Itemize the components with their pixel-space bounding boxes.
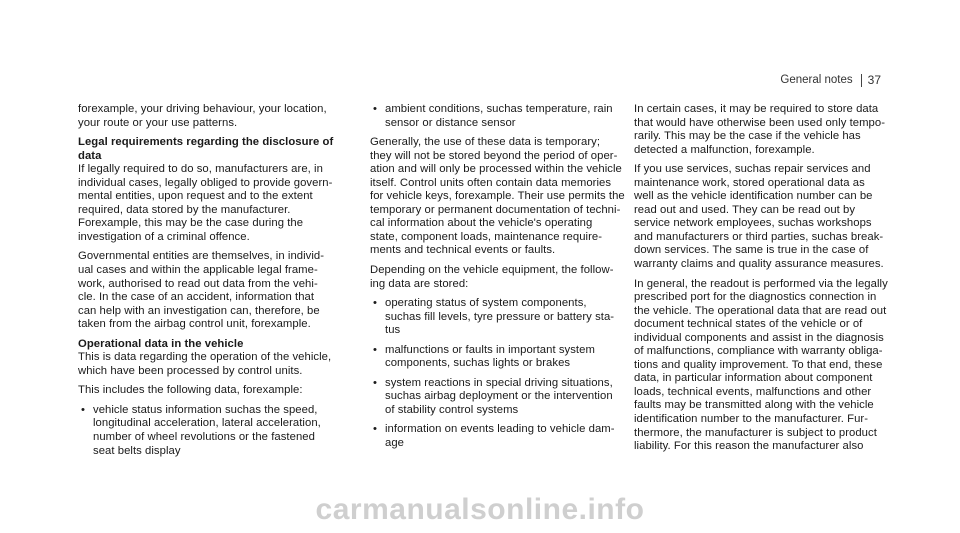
list-item: [78, 404, 350, 458]
text-line: identification number to the manufacturer. Fur-: [634, 413, 869, 426]
paragraph: [370, 264, 630, 291]
text-line: taken from the airbag control unit, forexample.: [78, 318, 311, 331]
text-line: read out and used. They can be read out by: [634, 203, 856, 216]
text-line: suchas airbag deployment or the intervention: [385, 390, 613, 403]
text-line: • information on events leading to vehicle dam-: [385, 423, 615, 436]
text-line: individual cases, legally obliged to provide govern-: [78, 176, 333, 189]
text-line: number of wheel revolutions or the fastened: [93, 431, 315, 444]
text-line: cal information about the vehicle's operating: [370, 217, 593, 230]
text-line: • operating status of system components,: [385, 297, 587, 310]
text-line: your route or your use patterns.: [78, 116, 238, 129]
paragraph: [78, 351, 350, 378]
text-line: This is data regarding the operation of the vehicle,: [78, 351, 332, 364]
paragraph: [78, 384, 350, 398]
text-line: age: [385, 437, 404, 450]
text-line: well as the vehicle identification number can be: [634, 190, 873, 203]
text-line: down services. The same is true in the case of: [634, 244, 869, 257]
paragraph: [78, 163, 350, 244]
section-heading-operational-data: [78, 338, 350, 352]
paragraph: [634, 278, 894, 454]
text-line: document technical states of the vehicle or of: [634, 318, 863, 331]
text-line: longitudinal acceleration, lateral acceleration,: [93, 417, 321, 430]
text-line: Governmental entities are themselves, in individ-: [78, 250, 325, 263]
text-line: investigation of a criminal offence.: [78, 230, 250, 243]
text-line: Legal requirements regarding the disclosure of: [78, 136, 334, 149]
text-line: faults may be transmitted along with the vehicle: [634, 399, 874, 412]
text-line: • system reactions in special driving situations,: [385, 376, 613, 389]
bullet-list: [370, 103, 630, 130]
text-line: loads, technical events, malfunctions and other: [634, 385, 872, 398]
list-item: [370, 377, 630, 418]
text-line: ing data are stored:: [370, 277, 469, 290]
text-line: In certain cases, it may be required to store data: [634, 103, 879, 115]
header-divider: [861, 74, 862, 87]
text-line: • ambient conditions, suchas temperature, rain: [385, 103, 613, 115]
paragraph: [78, 103, 350, 130]
watermark: carmanualsonline.info: [315, 493, 645, 526]
text-line: warranty claims and quality assurance measures.: [634, 258, 884, 271]
text-line: of stability control systems: [385, 403, 519, 416]
text-line: which have been processed by control units.: [78, 364, 303, 377]
text-line: ation and will only be processed within the vehicle: [370, 163, 622, 176]
text-line: rarily. This may be the case if the vehicle has: [634, 130, 861, 143]
list-item: [370, 344, 630, 371]
paragraph: [634, 103, 894, 157]
text-line: mental entities, upon request and to the extent: [78, 190, 313, 203]
list-item: [370, 297, 630, 338]
text-line: • malfunctions or faults in important system: [385, 343, 595, 356]
text-line: forexample, your driving behaviour, your location,: [78, 103, 327, 115]
section-title: General notes: [780, 74, 853, 86]
text-line: detected a malfunction, forexample.: [634, 143, 815, 156]
text-line: liability. For this reason the manufacturer also: [634, 440, 864, 453]
text-line: Generally, the use of these data is temporary;: [370, 136, 601, 149]
text-line: that would have otherwise been used only tempo-: [634, 116, 886, 129]
paragraph: [78, 250, 350, 331]
page-number: 37: [867, 73, 881, 87]
bullet-list: [370, 297, 630, 450]
text-line: data, in particular information about component: [634, 372, 873, 385]
list-item: [370, 103, 630, 130]
text-line: • vehicle status information suchas the speed,: [93, 403, 318, 416]
text-line: Operational data in the vehicle: [78, 337, 244, 350]
text-line: In general, the readout is performed via the legally: [634, 277, 888, 290]
text-line: tus: [385, 324, 401, 337]
text-line: of malfunctions, compliance with warranty obliga-: [634, 345, 883, 358]
text-line: components, suchas lights or brakes: [385, 357, 571, 370]
text-column-1: [78, 103, 350, 464]
text-line: the vehicle. The operational data that are read out: [634, 304, 887, 317]
text-line: ual cases and within the applicable legal frame-: [78, 264, 318, 277]
text-line: temporary or permanent documentation of techni-: [370, 203, 621, 216]
text-line: required, data stored by the manufacturer.: [78, 203, 291, 216]
text-line: state, component loads, maintenance require-: [370, 230, 603, 243]
text-column-3: [634, 103, 894, 460]
text-line: prescribed port for the diagnostics connection in: [634, 291, 877, 304]
text-line: If you use services, suchas repair services and: [634, 163, 871, 176]
text-line: Forexample, this may be the case during the: [78, 217, 304, 230]
text-line: work, authorised to read out data from the vehi-: [78, 277, 318, 290]
text-line: tions and quality improvement. To that end, these: [634, 358, 883, 371]
text-line: can help with an investigation can, therefore, be: [78, 304, 320, 317]
page-header: [780, 73, 881, 87]
list-item: [370, 423, 630, 450]
text-line: seat belts display: [93, 444, 181, 457]
text-line: cle. In the case of an accident, information that: [78, 291, 315, 304]
text-line: they will not be stored beyond the period of oper-: [370, 149, 618, 162]
text-line: service network employees, suchas workshops: [634, 217, 872, 230]
text-line: and manufacturers or third parties, suchas break-: [634, 230, 884, 243]
text-line: individual components and assist in the diagnosis: [634, 331, 884, 344]
text-line: itself. Control units often contain data memories: [370, 176, 612, 189]
text-line: data: [78, 149, 102, 162]
text-line: for vehicle keys, forexample. Their use permits the: [370, 190, 625, 203]
text-line: sensor or distance sensor: [385, 116, 516, 129]
section-heading-legal-requirements: [78, 136, 350, 163]
text-line: Depending on the vehicle equipment, the follow-: [370, 264, 614, 277]
text-line: If legally required to do so, manufacturers are, in: [78, 163, 323, 176]
text-line: This includes the following data, forexample:: [78, 384, 303, 397]
bullet-list: [78, 404, 350, 458]
paragraph: [634, 163, 894, 271]
text-column-2: [370, 103, 630, 457]
text-line: suchas fill levels, tyre pressure or battery sta-: [385, 310, 615, 323]
text-line: maintenance work, stored operational data as: [634, 176, 865, 189]
paragraph: [370, 136, 630, 258]
text-line: thermore, the manufacturer is subject to product: [634, 426, 877, 439]
text-line: ments and technical events or faults.: [370, 244, 556, 257]
